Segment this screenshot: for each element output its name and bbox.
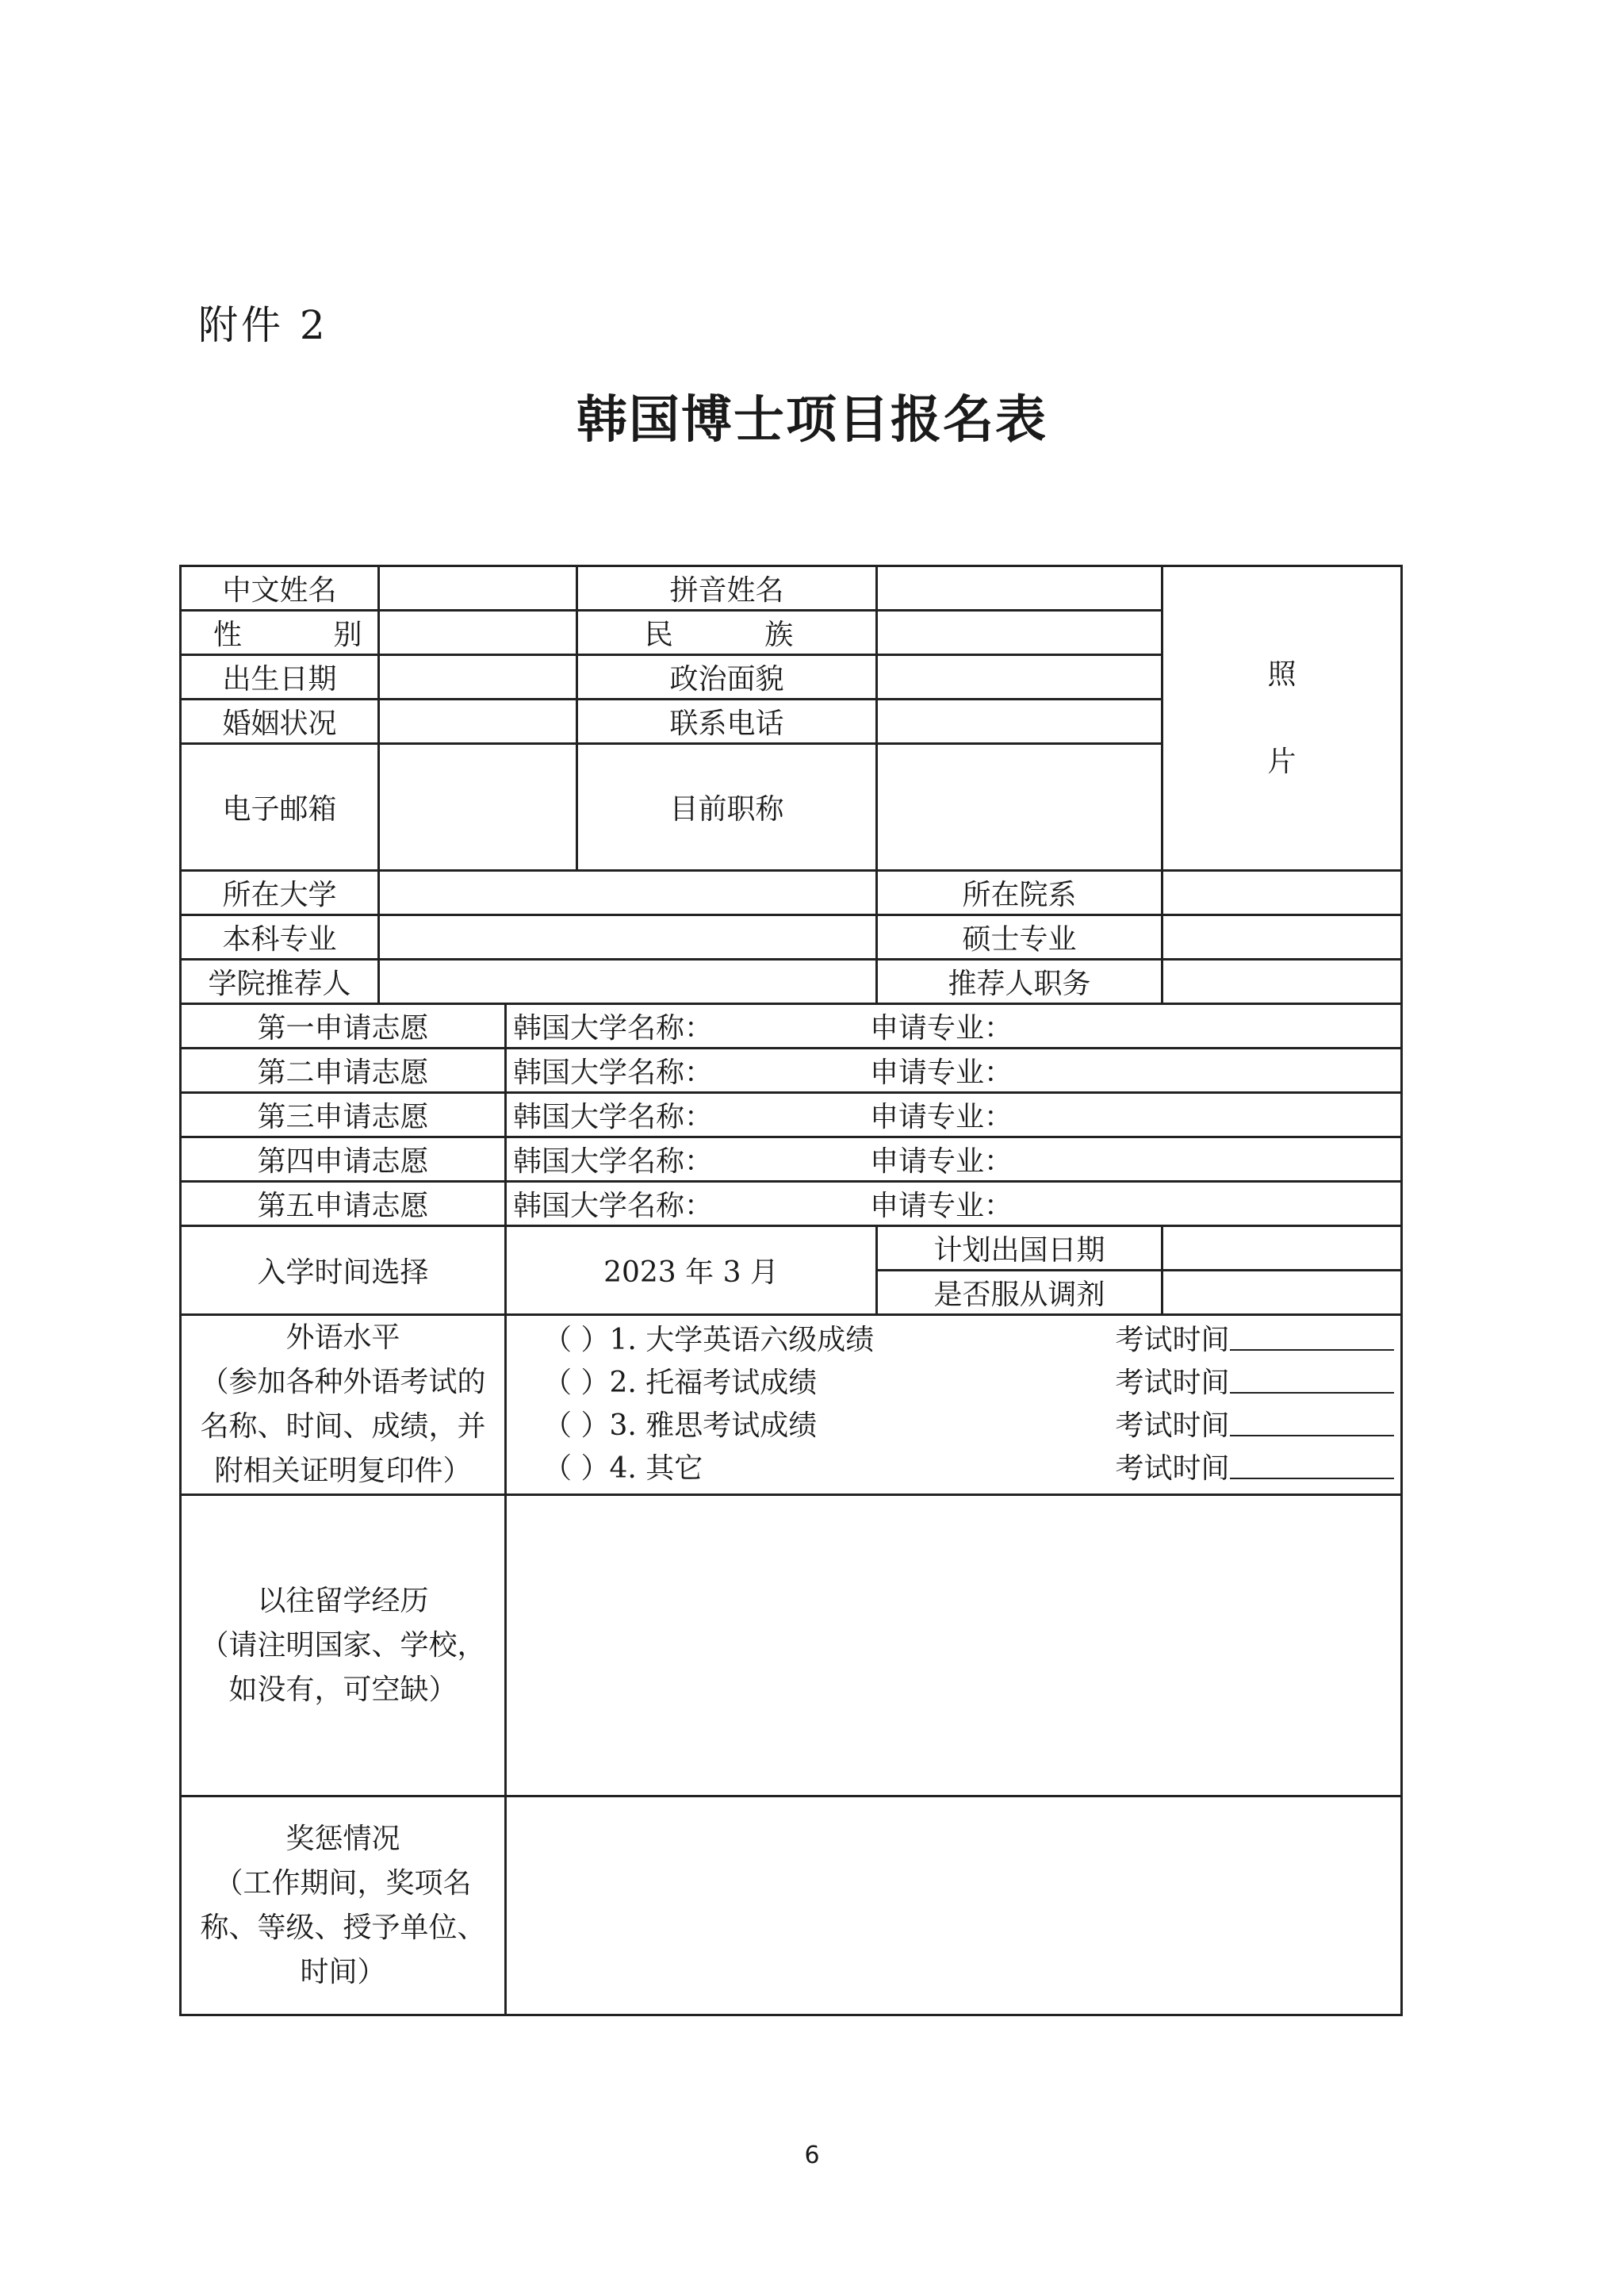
choice-4-field[interactable] bbox=[506, 1137, 1402, 1182]
choice-5-label: 第五申请志愿 bbox=[181, 1182, 506, 1226]
applied-major-label: 申请专业： bbox=[870, 1145, 1013, 1178]
ielts-score-label: （ ）3. 雅思考试成绩 bbox=[543, 1409, 818, 1442]
choice-4-label: 第四申请志愿 bbox=[181, 1137, 506, 1182]
phone-field[interactable] bbox=[877, 700, 1162, 744]
exam-time-blank[interactable] bbox=[1230, 1319, 1394, 1351]
language-item-ielts[interactable] bbox=[543, 1405, 1394, 1448]
political-status-label: 政治面貌 bbox=[577, 655, 877, 700]
enrollment-time-label: 入学时间选择 bbox=[181, 1226, 506, 1315]
exam-time-label: 考试时间 bbox=[1115, 1409, 1230, 1442]
current-title-field[interactable] bbox=[877, 744, 1162, 871]
awards-label: 奖惩情况 （工作期间，奖项名称、等级、授予单位、时间） bbox=[181, 1796, 506, 2015]
language-item-toefl[interactable] bbox=[543, 1362, 1394, 1405]
page-number: 6 bbox=[804, 2142, 820, 2169]
political-status-field[interactable] bbox=[877, 655, 1162, 700]
exam-time-blank[interactable] bbox=[1230, 1405, 1394, 1436]
other-score-label: （ ）4. 其它 bbox=[543, 1452, 703, 1485]
chinese-name-field[interactable] bbox=[379, 566, 577, 611]
department-field[interactable] bbox=[1162, 871, 1402, 915]
birth-date-field[interactable] bbox=[379, 655, 577, 700]
departure-date-label: 计划出国日期 bbox=[877, 1226, 1162, 1271]
photo-label-1: 照 bbox=[1267, 658, 1297, 691]
choice-2-label: 第二申请志愿 bbox=[181, 1049, 506, 1093]
pinyin-name-label: 拼音姓名 bbox=[577, 566, 877, 611]
language-item-cet6[interactable] bbox=[543, 1319, 1394, 1362]
choice-1-field[interactable] bbox=[506, 1004, 1402, 1049]
choice-3-field[interactable] bbox=[506, 1093, 1402, 1137]
phone-label: 联系电话 bbox=[577, 700, 877, 744]
accept-adjustment-field[interactable] bbox=[1162, 1271, 1402, 1315]
applied-major-label: 申请专业： bbox=[870, 1190, 1013, 1222]
exam-time-blank[interactable] bbox=[1230, 1362, 1394, 1394]
language-level-label: 外语水平 （参加各种外语考试的名称、时间、成绩，并附相关证明复印件） bbox=[181, 1315, 506, 1495]
korean-university-label: 韩国大学名称： bbox=[513, 1190, 714, 1222]
choice-2-field[interactable] bbox=[506, 1049, 1402, 1093]
master-major-label: 硕士专业 bbox=[877, 915, 1162, 960]
ethnicity-field[interactable] bbox=[877, 611, 1162, 655]
current-title-label: 目前职称 bbox=[577, 744, 877, 871]
korean-university-label: 韩国大学名称： bbox=[513, 1012, 714, 1045]
undergrad-major-label: 本科专业 bbox=[181, 915, 379, 960]
recommender-field[interactable] bbox=[379, 960, 877, 1004]
exam-time-blank[interactable] bbox=[1230, 1448, 1394, 1479]
university-field[interactable] bbox=[379, 871, 877, 915]
applied-major-label: 申请专业： bbox=[870, 1012, 1013, 1045]
registration-form-table bbox=[179, 565, 1403, 2016]
birth-date-label: 出生日期 bbox=[181, 655, 379, 700]
toefl-score-label: （ ）2. 托福考试成绩 bbox=[543, 1367, 818, 1399]
language-item-other[interactable] bbox=[543, 1448, 1394, 1490]
departure-date-field[interactable] bbox=[1162, 1226, 1402, 1271]
awards-field[interactable] bbox=[506, 1796, 1402, 2015]
master-major-field[interactable] bbox=[1162, 915, 1402, 960]
korean-university-label: 韩国大学名称： bbox=[513, 1056, 714, 1089]
department-label: 所在院系 bbox=[877, 871, 1162, 915]
email-field[interactable] bbox=[379, 744, 577, 871]
applied-major-label: 申请专业： bbox=[870, 1101, 1013, 1133]
photo-label-2: 片 bbox=[1267, 745, 1297, 778]
recommender-position-label: 推荐人职务 bbox=[877, 960, 1162, 1004]
study-abroad-label: 以往留学经历 （请注明国家、学校，如没有，可空缺） bbox=[181, 1495, 506, 1796]
attachment-label: 附件 2 bbox=[198, 302, 328, 348]
korean-university-label: 韩国大学名称： bbox=[513, 1101, 714, 1133]
form-title: 韩国博士项目报名表 bbox=[576, 390, 1048, 450]
gender-label: 性 别 bbox=[181, 611, 379, 655]
recommender-label: 学院推荐人 bbox=[181, 960, 379, 1004]
language-scores-field[interactable] bbox=[506, 1315, 1402, 1495]
cet6-score-label: （ ）1. 大学英语六级成绩 bbox=[543, 1324, 875, 1356]
accept-adjustment-label: 是否服从调剂 bbox=[877, 1271, 1162, 1315]
exam-time-label: 考试时间 bbox=[1115, 1452, 1230, 1485]
choice-1-label: 第一申请志愿 bbox=[181, 1004, 506, 1049]
university-label: 所在大学 bbox=[181, 871, 379, 915]
ethnicity-label: 民 族 bbox=[577, 611, 877, 655]
recommender-position-field[interactable] bbox=[1162, 960, 1402, 1004]
email-label: 电子邮箱 bbox=[181, 744, 379, 871]
choice-5-field[interactable] bbox=[506, 1182, 1402, 1226]
photo-box[interactable] bbox=[1162, 566, 1402, 871]
chinese-name-label: 中文姓名 bbox=[181, 566, 379, 611]
exam-time-label: 考试时间 bbox=[1115, 1324, 1230, 1356]
enrollment-time-value[interactable]: 2023 年 3 月 bbox=[506, 1226, 877, 1315]
marital-status-field[interactable] bbox=[379, 700, 577, 744]
undergrad-major-field[interactable] bbox=[379, 915, 877, 960]
exam-time-label: 考试时间 bbox=[1115, 1367, 1230, 1399]
study-abroad-field[interactable] bbox=[506, 1495, 1402, 1796]
choice-3-label: 第三申请志愿 bbox=[181, 1093, 506, 1137]
gender-field[interactable] bbox=[379, 611, 577, 655]
pinyin-name-field[interactable] bbox=[877, 566, 1162, 611]
applied-major-label: 申请专业： bbox=[870, 1056, 1013, 1089]
marital-status-label: 婚姻状况 bbox=[181, 700, 379, 744]
korean-university-label: 韩国大学名称： bbox=[513, 1145, 714, 1178]
